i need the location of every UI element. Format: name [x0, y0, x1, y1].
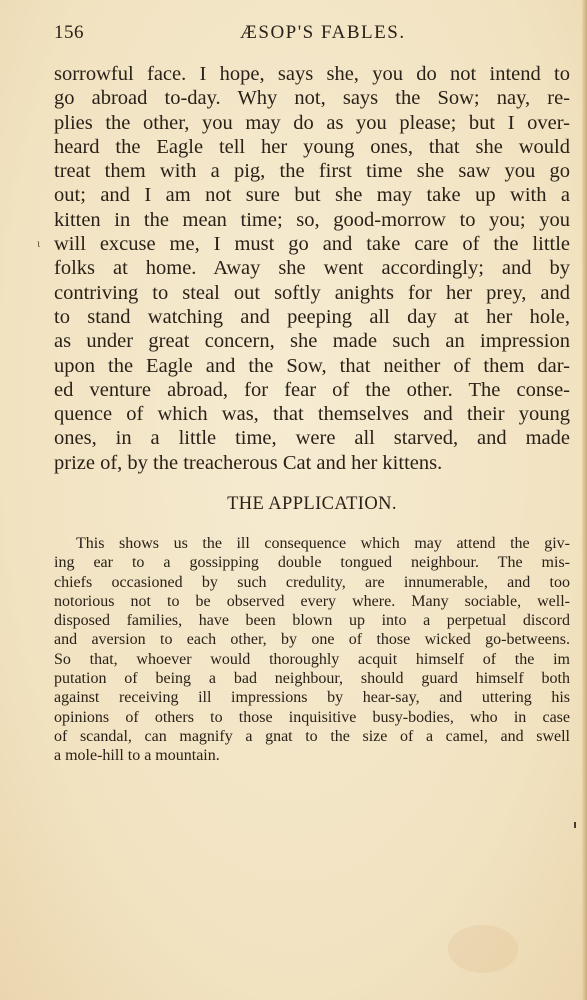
running-title: ÆSOP'S FABLES.	[240, 22, 406, 43]
text-line: upon the Eagle and the Sow, that neither of them dar-	[54, 354, 570, 377]
text-line: heard the Eagle tell her young ones, that she would	[54, 135, 570, 158]
text-line: sorrowful face. I hope, says she, you do not intend to	[54, 63, 570, 85]
text-line: folks at home. Away she went accordingly; and by	[54, 257, 570, 280]
text-line: treat them with a pig, the first time she saw you go	[54, 160, 570, 183]
text-line: contriving to steal out softly anights for her prey, and	[54, 281, 570, 304]
text-line: ones, in a little time, were all starved, and made	[54, 427, 570, 450]
text-line: quence of which was, that themselves and their young	[54, 403, 570, 426]
application-line: and aversion to each other, by one of those wicked go-betweens.	[54, 631, 570, 649]
fable-text	[54, 62, 570, 475]
application-heading: THE APPLICATION.	[227, 494, 397, 514]
text-line: kitten in the mean time; so, good-morrow to you; you	[54, 208, 570, 231]
paper-stain	[448, 925, 518, 973]
ink-speck	[574, 822, 576, 828]
application-text	[54, 534, 570, 766]
application-line: chiefs occasioned by such credulity, are innumerable, and too	[54, 573, 570, 591]
application-line: of scandal, can magnify a gnat to the size of a camel, and swell	[54, 727, 570, 745]
application-line: putation of being a bad neighbour, should guard himself both	[54, 670, 570, 688]
text-line: as under great concern, she made such an impression	[54, 330, 570, 353]
application-line: This shows us the ill consequence which may attend the giv-	[76, 535, 570, 552]
text-line: out; and I am not sure but she may take up with a	[54, 184, 570, 207]
text-line: prize of, by the treacherous Cat and her kittens.	[54, 451, 443, 474]
page-header	[54, 22, 570, 48]
application-line: notorious not to be observed every where. Many sociable, well-	[54, 592, 570, 610]
margin-mark: ɩ	[37, 236, 41, 250]
application-line: opinions of others to those inquisitive busy-bodies, who in case	[54, 708, 570, 726]
application-line: against receiving ill impressions by hear-say, and uttering his	[54, 689, 570, 707]
text-line: plies the other, you may do as you please; but I over-	[54, 111, 570, 134]
application-line: ing ear to a gossipping double tongued neighbour. The mis-	[54, 554, 570, 572]
text-line: ed venture abroad, for fear of the other. The conse-	[54, 378, 570, 401]
text-line: to stand watching and peeping all day at her hole,	[54, 305, 570, 328]
application-line: So that, whoever would thoroughly acquit himself of the im	[54, 650, 570, 668]
page-number: 156	[54, 22, 84, 43]
application-line: a mole-hill to a mountain.	[54, 747, 220, 765]
text-line: will excuse me, I must go and take care of the little	[54, 233, 570, 256]
text-line: go abroad to-day. Why not, says the Sow; nay, re-	[54, 87, 570, 110]
application-line: disposed families, have been blown up into a perpetual discord	[54, 612, 570, 630]
page-edge	[582, 0, 587, 1000]
